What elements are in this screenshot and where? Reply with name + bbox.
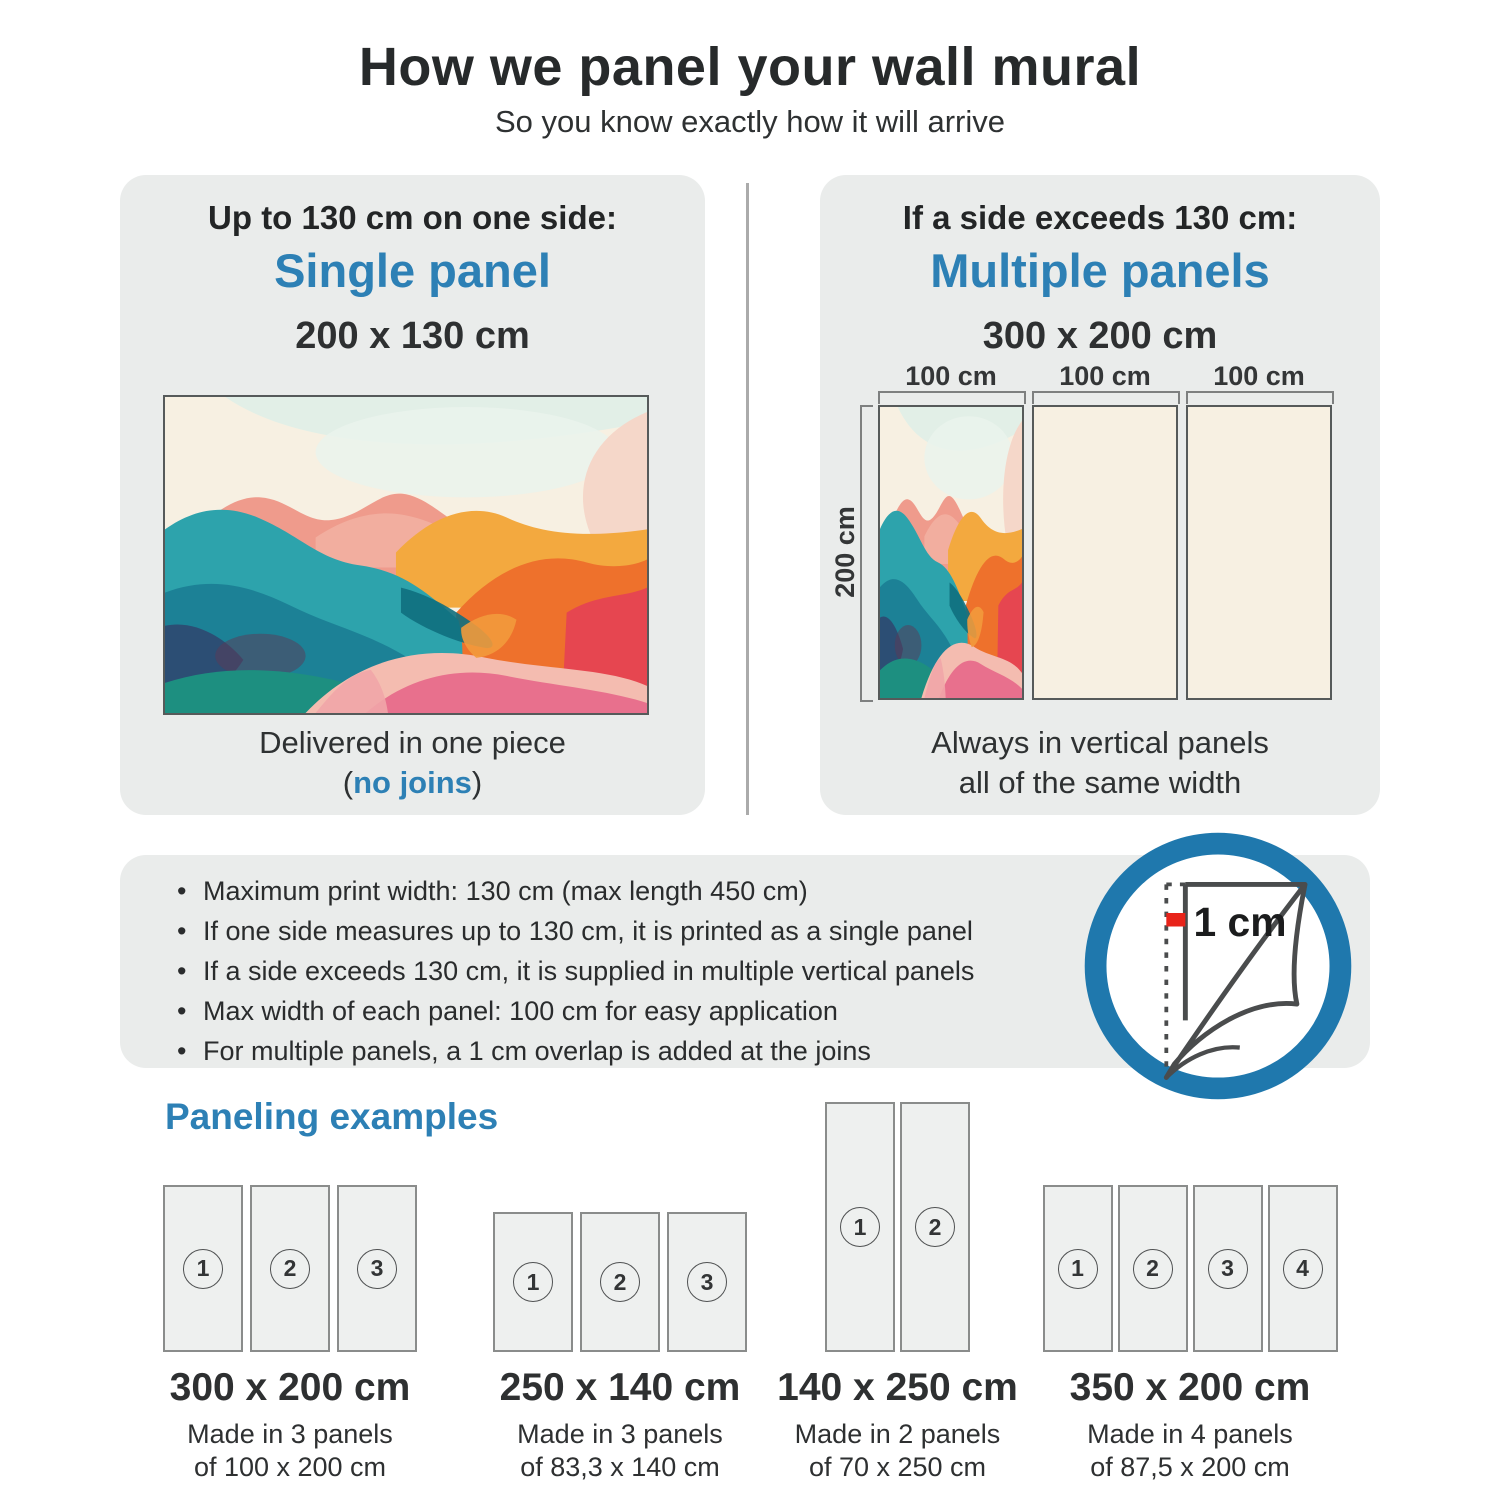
panel [250,1185,330,1352]
panel-number: 3 [687,1262,727,1302]
overlap-detail-icon [1082,830,1354,1102]
example-1-size: 300 x 200 cm [169,1366,411,1409]
single-panel-card [120,175,705,815]
mural-artwork [165,397,647,713]
paren-close: ) [471,765,483,800]
no-joins-highlight: no joins [353,765,472,800]
multiple-condition: If a side exceeds 130 cm: [902,199,1298,236]
single-mural-image [163,395,649,715]
panel-number: 1 [840,1207,880,1247]
example-4-size: 350 x 200 cm [1069,1366,1311,1409]
specs-bullet-list [177,871,1127,1071]
example-3-desc-line1: Made in 2 panels [794,1419,1001,1449]
example-group-2 [470,1102,770,1484]
example-4-desc-line1: Made in 4 panels [1087,1419,1293,1449]
panel [580,1212,660,1352]
single-type-label: Single panel [274,244,551,297]
panel-number: 2 [600,1262,640,1302]
panel-number: 1 [1058,1249,1098,1289]
example-1-desc-line1: Made in 3 panels [187,1419,393,1449]
multiple-note-line1: Always in vertical panels [931,725,1269,760]
example-4-desc [1040,1418,1340,1484]
example-1-desc-line2: of 100 x 200 cm [193,1452,387,1482]
panel [493,1212,573,1352]
example-1-panels [140,1102,440,1352]
panel [667,1212,747,1352]
card-divider-line [746,183,749,815]
panel-number: 3 [357,1249,397,1289]
height-label: 200 cm [830,506,860,598]
example-group-4 [1040,1102,1340,1484]
panel-number: 1 [183,1249,223,1289]
mural-panel-1 [878,405,1024,700]
width-label-2: 100 cm [1059,361,1151,391]
panel-number: 2 [915,1207,955,1247]
example-3-desc-line2: of 70 x 250 cm [808,1452,987,1482]
mural-slice-1 [880,407,1022,698]
multiple-panels-card [820,175,1380,815]
overlap-label-text: 1 cm [1193,899,1287,946]
single-condition: Up to 130 cm on one side: [208,199,617,236]
panel [825,1102,895,1352]
mural-slice-3 [1188,407,1330,698]
spec-bullet: • If one side measures up to 130 cm, it is printed as a single panel [177,911,1127,951]
example-1-desc [140,1418,440,1484]
panel [1043,1185,1113,1352]
example-2-desc-line2: of 83,3 x 140 cm [520,1452,720,1482]
paren-open: ( [342,765,354,800]
height-bracket [860,405,873,702]
panel [1118,1185,1188,1352]
example-2-panels [470,1102,770,1352]
single-size: 200 x 130 cm [295,315,530,357]
example-3-desc [770,1418,1025,1484]
panel [337,1185,417,1352]
example-2-size: 250 x 140 cm [499,1366,741,1409]
example-2-desc [470,1418,770,1484]
mural-panel-3 [1186,405,1332,700]
panel-number: 2 [1133,1249,1173,1289]
example-4-desc-line2: of 87,5 x 200 cm [1090,1452,1290,1482]
spec-bullet: • Max width of each panel: 100 cm for easy application [177,991,1127,1031]
spec-bullet: • For multiple panels, a 1 cm overlap is added at the joins [177,1031,1127,1071]
panel-number: 2 [270,1249,310,1289]
multiple-size: 300 x 200 cm [982,315,1218,357]
example-group-3 [770,1102,1025,1484]
panel-number: 4 [1283,1249,1323,1289]
page-title: How we panel your wall mural [358,37,1142,97]
panel-number: 1 [513,1262,553,1302]
spec-bullet: • If a side exceeds 130 cm, it is supplied in multiple vertical panels [177,951,1127,991]
width-bracket-2 [1032,391,1180,404]
example-4-panels [1040,1102,1340,1352]
multiple-type-label: Multiple panels [930,244,1270,297]
mural-slice-2 [1034,407,1176,698]
mural-panel-2 [1032,405,1178,700]
examples-heading: Paneling examples [165,1096,499,1137]
panel [900,1102,970,1352]
multiple-note-line2: all of the same width [958,765,1242,800]
spec-bullet: • Maximum print width: 130 cm (max length 450 cm) [177,871,1127,911]
panel [1268,1185,1338,1352]
example-3-size: 140 x 250 cm [777,1366,1018,1409]
width-bracket-3 [1186,391,1334,404]
example-2-desc-line1: Made in 3 panels [517,1419,723,1449]
panel [163,1185,243,1352]
width-label-3: 100 cm [1213,361,1305,391]
width-bracket-1 [878,391,1026,404]
single-note-line2 [120,765,705,801]
single-note-line1: Delivered in one piece [259,725,566,760]
width-label-1: 100 cm [905,361,997,391]
example-group-1 [140,1102,440,1484]
panel-number: 3 [1208,1249,1248,1289]
panel [1193,1185,1263,1352]
example-3-panels [770,1102,1025,1352]
page-subtitle: So you know exactly how it will arrive [495,104,1005,139]
page-curl-icon [1082,830,1354,1102]
